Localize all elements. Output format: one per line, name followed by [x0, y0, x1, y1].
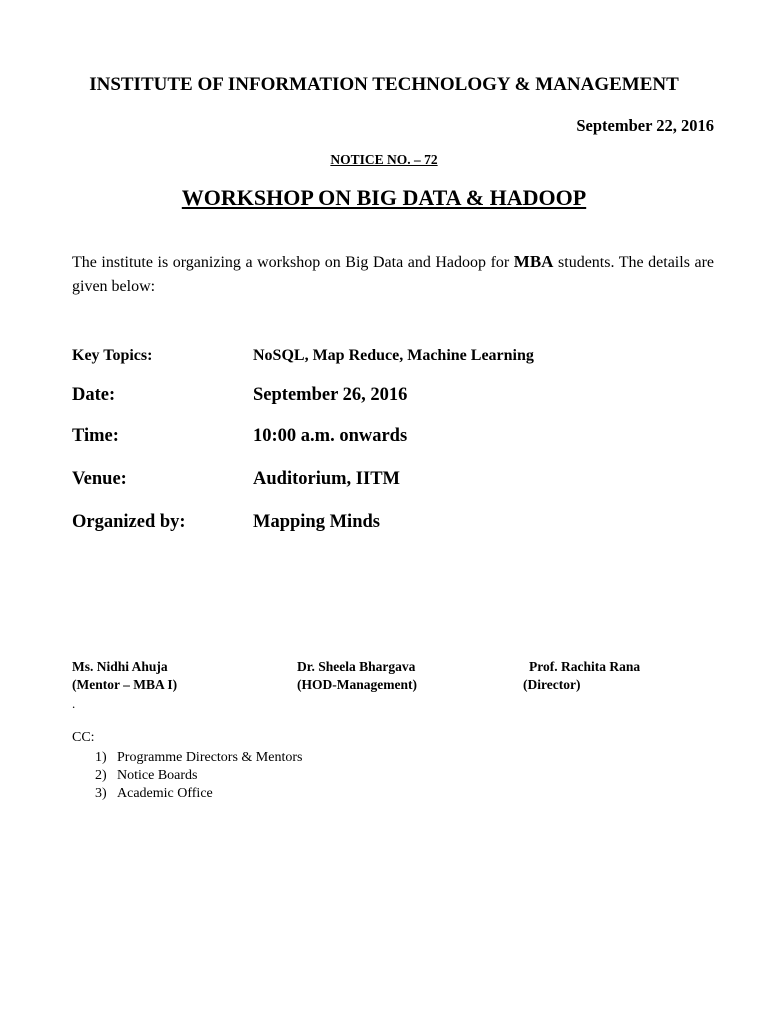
detail-value-venue: Auditorium, IITM: [253, 469, 400, 489]
detail-label-date: Date:: [72, 385, 116, 405]
intro-emphasis: MBA: [513, 252, 554, 271]
notice-number: NOTICE NO. – 72: [330, 152, 438, 167]
detail-value-date: September 26, 2016: [253, 385, 408, 405]
cc-item-number: 2): [95, 768, 107, 783]
detail-label-venue: Venue:: [72, 469, 127, 489]
cc-item-text: Programme Directors & Mentors: [117, 750, 303, 765]
intro-text-before: The institute is organizing a workshop on Big Data and Hadoop for: [72, 254, 514, 271]
detail-value-key-topics: NoSQL, Map Reduce, Machine Learning: [253, 347, 534, 364]
signatory-name-director: Prof. Rachita Rana: [529, 659, 641, 674]
signatory-role-director: (Director): [523, 677, 581, 692]
detail-label-key-topics: Key Topics:: [72, 347, 153, 364]
cc-list-item: [95, 785, 302, 803]
signatory-role-mentor: (Mentor – MBA I): [72, 677, 178, 692]
cc-label: CC:: [72, 730, 95, 745]
intro-paragraph: [72, 250, 714, 299]
cc-list-item: [95, 767, 302, 785]
signatory-name-hod: Dr. Sheela Bhargava: [297, 659, 416, 674]
detail-label-time: Time:: [72, 426, 119, 446]
cc-item-text: Academic Office: [117, 786, 213, 801]
intro-text-after: students. The details are given below:: [72, 254, 714, 295]
cc-item-number: 1): [95, 750, 107, 765]
notice-date: September 22, 2016: [576, 116, 714, 135]
page-title: WORKSHOP ON BIG DATA & HADOOP: [181, 185, 587, 210]
detail-label-organized-by: Organized by:: [72, 512, 186, 532]
cc-list-item: [95, 749, 302, 767]
institute-name: INSTITUTE OF INFORMATION TECHNOLOGY & MANAGEMENT: [89, 74, 679, 95]
stray-dot: .: [72, 696, 76, 711]
signatory-role-hod: (HOD-Management): [297, 677, 417, 692]
cc-item-number: 3): [95, 786, 107, 801]
cc-item-text: Notice Boards: [117, 768, 198, 783]
detail-value-time: 10:00 a.m. onwards: [253, 426, 408, 446]
signatory-name-mentor: Ms. Nidhi Ahuja: [72, 659, 168, 674]
detail-value-organized-by: Mapping Minds: [253, 512, 380, 532]
cc-list: [95, 749, 302, 803]
